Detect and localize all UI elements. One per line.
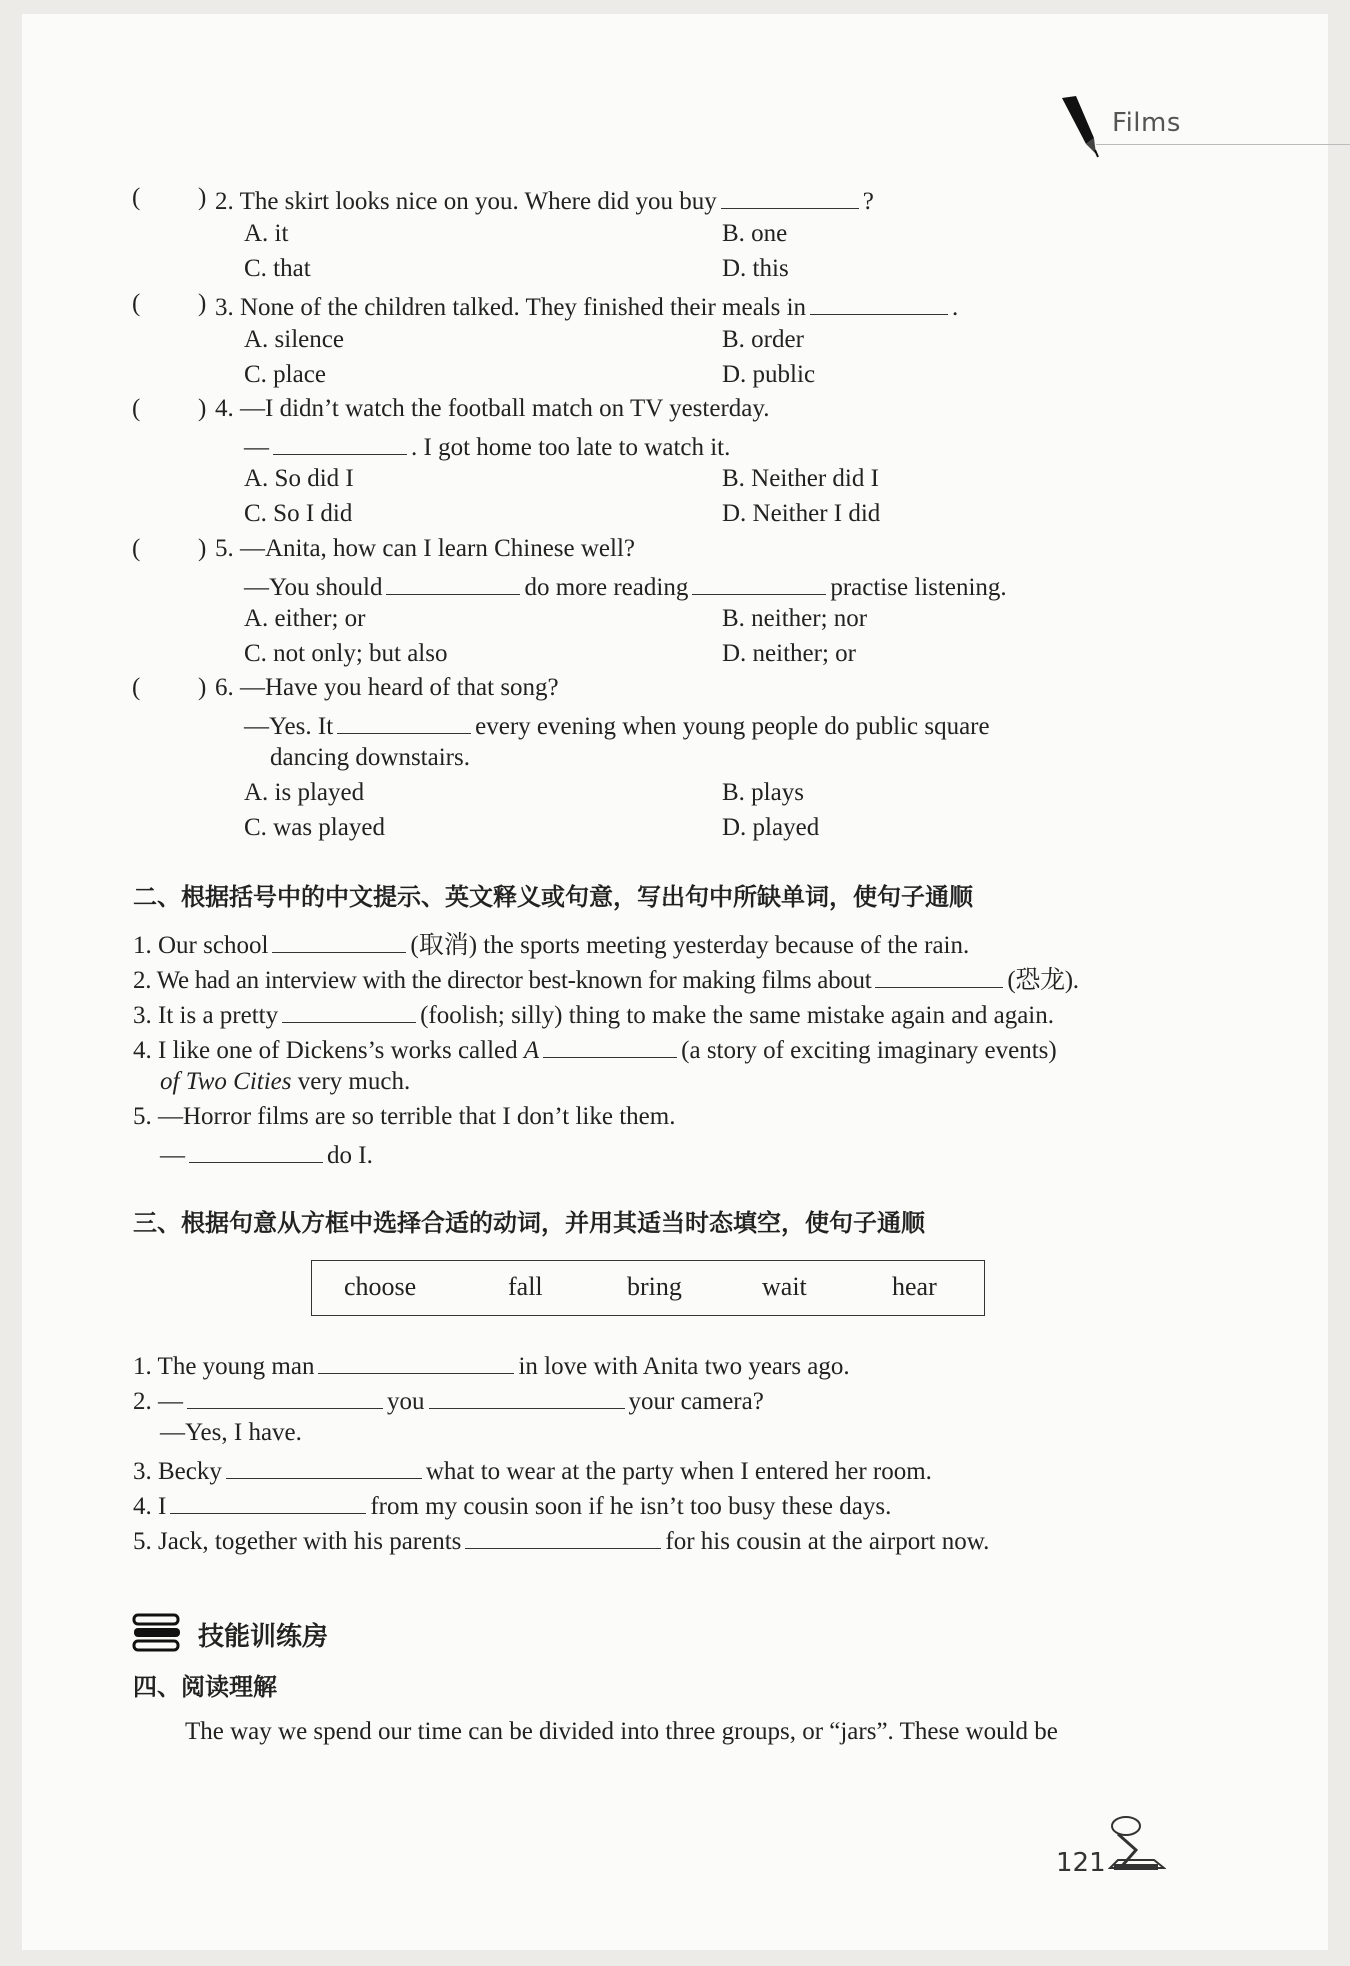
- part2-item-2: [133, 961, 1079, 997]
- question-4-reply: [244, 428, 730, 464]
- word-wait: wait: [762, 1272, 807, 1301]
- section-3-title: 三、根据句意从方框中选择合适的动词，并用其适当时态填空，使句子通顺: [133, 1209, 925, 1237]
- option-d: D. played: [722, 814, 820, 841]
- part2-item-5-reply: [160, 1136, 373, 1172]
- option-c: C. place: [244, 361, 326, 388]
- option-d: D. public: [722, 361, 816, 388]
- option-c: C. not only; but also: [244, 640, 448, 667]
- answer-paren-open: (: [132, 184, 141, 211]
- part2-item-3: [133, 996, 1054, 1032]
- question-4-stem: [215, 393, 770, 425]
- option-a: A. So did I: [244, 465, 354, 492]
- item-text: 4. I: [133, 1493, 167, 1520]
- option-a: A. silence: [244, 326, 344, 353]
- item-text: (a story of exciting imaginary events): [681, 1037, 1057, 1064]
- answer-paren-close: ): [198, 535, 207, 562]
- question-6-reply-cont: dancing downstairs.: [270, 744, 470, 771]
- stacked-books-icon: [132, 1612, 182, 1654]
- item-text: (foolish; silly) thing to make the same mistake again and again.: [420, 1002, 1054, 1029]
- answer-blank[interactable]: [543, 1031, 677, 1058]
- word-choose: choose: [344, 1272, 417, 1301]
- reply-text: do more reading: [524, 574, 689, 601]
- skill-section-label: 技能训练房: [198, 1622, 329, 1652]
- part3-item-3: [133, 1452, 932, 1488]
- answer-paren-open: (: [132, 535, 141, 562]
- section-2-title: 二、根据括号中的中文提示、英文释义或句意，写出句中所缺单词，使句子通顺: [133, 883, 973, 911]
- option-d: D. neither; or: [722, 640, 856, 667]
- answer-blank[interactable]: [465, 1522, 661, 1549]
- option-a: A. either; or: [244, 605, 366, 632]
- item-text: 1. Our school: [133, 932, 269, 959]
- answer-paren-close: ): [198, 290, 207, 317]
- question-number: 2.: [215, 188, 234, 215]
- skill-section-heading: [132, 1612, 432, 1656]
- item-text: your camera?: [628, 1388, 764, 1415]
- answer-blank[interactable]: [187, 1382, 383, 1409]
- reply-text: every evening when young people do public square: [475, 713, 990, 740]
- answer-paren-close: ): [198, 674, 207, 701]
- stem-text: —I didn’t watch the football match on TV yesterday.: [240, 395, 770, 422]
- item-text: do I.: [327, 1142, 373, 1169]
- stem-end: .: [952, 294, 959, 321]
- dash: —: [244, 434, 269, 461]
- stem-text: None of the children talked. They finished their meals in: [240, 294, 807, 321]
- reply-text: practise listening.: [830, 574, 1007, 601]
- part2-item-1: [133, 926, 969, 962]
- item-text: in love with Anita two years ago.: [518, 1353, 850, 1380]
- answer-blank[interactable]: [692, 568, 826, 595]
- item-text: very much.: [297, 1068, 411, 1095]
- reply-text: —You should: [244, 574, 383, 601]
- option-b: B. neither; nor: [722, 605, 868, 632]
- answer-blank[interactable]: [273, 428, 407, 455]
- answer-blank[interactable]: [272, 926, 406, 953]
- question-number: 3.: [215, 294, 234, 321]
- item-text: 2. We had an interview with the director best-known for making films about: [133, 967, 872, 994]
- option-d: D. this: [722, 255, 789, 282]
- item-text: 3. It is a pretty: [133, 1002, 279, 1029]
- reply-text: —Yes. It: [244, 713, 334, 740]
- part3-item-5: [133, 1522, 989, 1558]
- book-title-part: A: [523, 1037, 540, 1064]
- part2-item-4-cont: [160, 1066, 410, 1098]
- answer-paren-open: (: [132, 674, 141, 701]
- stem-text: —Have you heard of that song?: [240, 674, 559, 701]
- page-header: [1056, 94, 1350, 154]
- question-6-reply: [244, 707, 990, 743]
- workbook-page: [22, 14, 1328, 1950]
- option-c: C. was played: [244, 814, 385, 841]
- answer-blank[interactable]: [810, 288, 948, 315]
- option-b: B. one: [722, 220, 788, 247]
- item-text: (恐龙).: [1007, 967, 1079, 994]
- question-3-stem: [215, 288, 958, 324]
- item-text: 1. The young man: [133, 1353, 315, 1380]
- option-b: B. Neither did I: [722, 465, 879, 492]
- item-text: you: [387, 1388, 425, 1415]
- item-text: 3. Becky: [133, 1458, 222, 1485]
- page-number: 121: [1056, 1848, 1106, 1878]
- item-text: (取消) the sports meeting yesterday because of the rain.: [410, 932, 970, 959]
- item-text: what to wear at the party when I entered her room.: [425, 1458, 932, 1485]
- answer-paren-open: (: [132, 395, 141, 422]
- question-number: 4.: [215, 395, 234, 422]
- answer-blank[interactable]: [721, 182, 859, 209]
- header-rule: [1096, 144, 1350, 145]
- option-b: B. order: [722, 326, 804, 353]
- section-4-title: 四、阅读理解: [133, 1673, 277, 1701]
- part2-item-5: 5. —Horror films are so terrible that I don’t like them.: [133, 1103, 676, 1130]
- answer-blank[interactable]: [386, 568, 520, 595]
- answer-paren-close: ): [198, 184, 207, 211]
- reply-text: . I got home too late to watch it.: [411, 434, 731, 461]
- item-text: from my cousin soon if he isn’t too busy these days.: [370, 1493, 892, 1520]
- answer-paren-open: (: [132, 290, 141, 317]
- option-c: C. So I did: [244, 500, 353, 527]
- item-text: for his cousin at the airport now.: [665, 1528, 990, 1555]
- word-bring: bring: [627, 1272, 682, 1301]
- answer-blank[interactable]: [189, 1136, 323, 1163]
- answer-paren-close: ): [198, 395, 207, 422]
- option-a: A. it: [244, 220, 289, 247]
- book-title-part: of Two Cities: [160, 1068, 292, 1095]
- answer-blank[interactable]: [318, 1347, 514, 1374]
- answer-blank[interactable]: [170, 1487, 366, 1514]
- answer-blank[interactable]: [875, 961, 1003, 988]
- header-title: Films: [1112, 108, 1181, 138]
- option-a: A. is played: [244, 779, 365, 806]
- stem-end: ?: [862, 188, 874, 215]
- item-text: 5. Jack, together with his parents: [133, 1528, 462, 1555]
- part3-item-4: [133, 1487, 891, 1523]
- word-box: [311, 1260, 985, 1316]
- answer-blank[interactable]: [337, 707, 471, 734]
- option-d: D. Neither I did: [722, 500, 881, 527]
- stem-text: —Anita, how can I learn Chinese well?: [240, 535, 636, 562]
- dash: —: [160, 1142, 185, 1169]
- part3-item-2-reply: —Yes, I have.: [160, 1419, 302, 1446]
- question-5-stem: [215, 533, 635, 565]
- reading-passage-text: The way we spend our time can be divided into three groups, or “jars”. These would be: [185, 1718, 1058, 1745]
- question-2-stem: [215, 182, 874, 218]
- word-hear: hear: [892, 1272, 937, 1301]
- fountain-pen-icon: [1056, 94, 1100, 158]
- item-text: 4. I like one of Dickens’s works called: [133, 1037, 518, 1064]
- answer-blank[interactable]: [282, 996, 416, 1023]
- item-text: 2. —: [133, 1388, 183, 1415]
- desk-lamp-icon: [1108, 1812, 1166, 1872]
- option-c: C. that: [244, 255, 311, 282]
- stem-text: The skirt looks nice on you. Where did you buy: [239, 188, 717, 215]
- answer-blank[interactable]: [226, 1452, 422, 1479]
- question-number: 5.: [215, 535, 234, 562]
- option-b: B. plays: [722, 779, 804, 806]
- part3-item-2: [133, 1382, 764, 1418]
- word-fall: fall: [508, 1272, 543, 1301]
- answer-blank[interactable]: [429, 1382, 625, 1409]
- part3-item-1: [133, 1347, 850, 1383]
- question-6-stem: [215, 672, 559, 704]
- part2-item-4: [133, 1031, 1057, 1067]
- question-5-reply: [244, 568, 1007, 604]
- question-number: 6.: [215, 674, 234, 701]
